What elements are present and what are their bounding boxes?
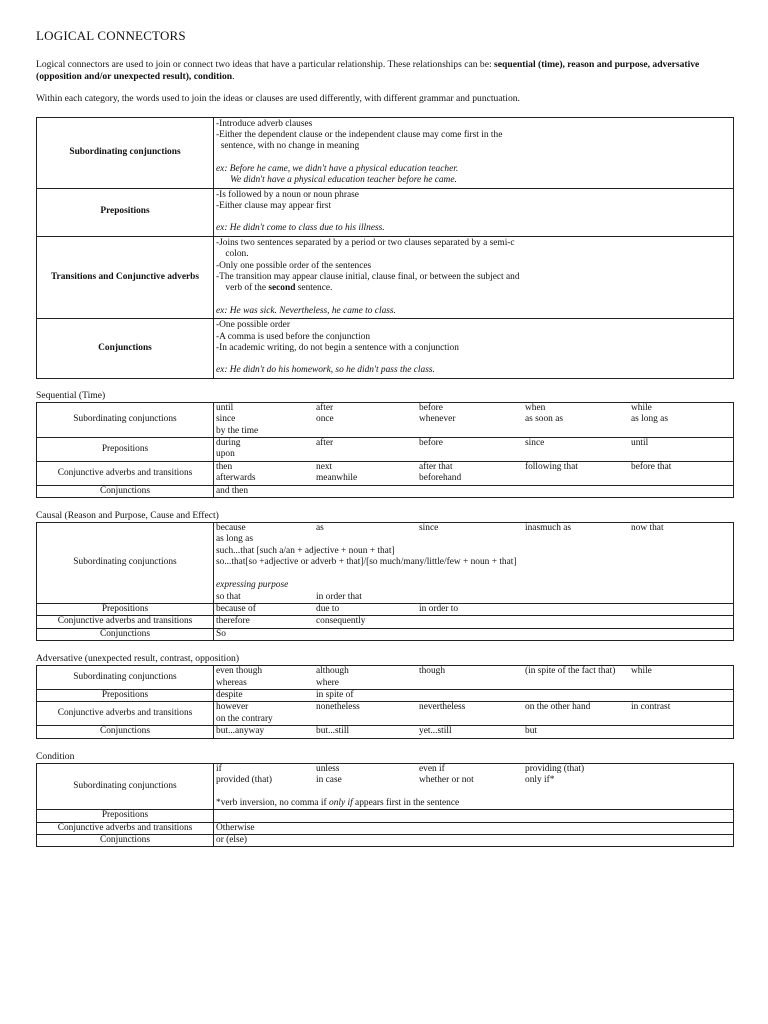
connector-word: expressing purpose	[216, 580, 289, 591]
connector-type-label: Conjunctive adverbs and transitions	[37, 616, 214, 628]
connector-row	[37, 438, 734, 462]
connector-type-label: Subordinating conjunctions	[37, 523, 214, 604]
connector-word: though	[419, 666, 446, 677]
connector-type-label: Conjunctions	[37, 835, 214, 847]
connector-words	[214, 523, 734, 604]
connector-word: so that	[216, 591, 241, 602]
connector-word: yet...still	[419, 726, 452, 737]
example-sentence: ex: He was sick. Nevertheless, he came to class.	[216, 305, 396, 316]
word-line	[216, 546, 731, 557]
overview-row	[37, 319, 734, 379]
connector-word: during	[216, 438, 241, 449]
connector-word: by the time	[216, 425, 259, 436]
description-line: -The transition may appear clause initial, clause final, or between the subject and	[216, 271, 520, 282]
description-line: -In academic writing, do not begin a sentence with a conjunction	[216, 343, 459, 353]
description-line: -A comma is used before the conjunction	[216, 331, 371, 342]
connector-word: but...anyway	[216, 726, 265, 737]
connector-row	[37, 822, 734, 834]
description-line: -One possible order	[216, 320, 290, 331]
connector-word: before	[419, 438, 443, 449]
connector-words	[214, 461, 734, 485]
emphasis-word: second	[268, 283, 296, 294]
connector-word: even if	[419, 763, 445, 774]
connector-words	[214, 603, 734, 615]
footnote-text: *verb inversion, no comma if	[216, 797, 329, 808]
spacer	[216, 354, 731, 365]
section-heading: Sequential (Time)	[36, 389, 106, 401]
connector-word: because of	[216, 603, 256, 614]
connector-word	[216, 810, 218, 821]
connector-word: in order that	[316, 591, 362, 602]
connector-row	[37, 835, 734, 847]
section-heading: Causal (Reason and Purpose, Cause and Effect)	[36, 510, 219, 522]
connector-type-label: Subordinating conjunctions	[37, 763, 214, 810]
connector-table	[36, 402, 734, 498]
connector-word: then	[216, 461, 233, 472]
connector-type-label: Prepositions	[37, 438, 214, 462]
example-sentence: We didn't have a physical education teacher before he came.	[216, 175, 457, 186]
section-heading: Condition	[36, 750, 75, 762]
connector-word: however	[216, 702, 249, 713]
connector-word: in contrast	[631, 702, 671, 713]
word-line	[216, 426, 731, 437]
connector-word: even though	[216, 666, 263, 677]
word-line	[216, 629, 731, 640]
word-line	[216, 835, 731, 846]
category-label: Transitions and Conjunctive adverbs	[37, 236, 214, 318]
connector-row	[37, 763, 734, 810]
word-line	[216, 604, 731, 615]
connector-word: nevertheless	[419, 702, 466, 713]
connector-word: while	[631, 666, 652, 677]
connector-type-label: Prepositions	[37, 810, 214, 822]
connector-words	[214, 726, 734, 738]
connector-type-label: Conjunctions	[37, 726, 214, 738]
connector-word: since	[216, 414, 236, 425]
connector-row	[37, 666, 734, 690]
connector-table	[36, 665, 734, 738]
connector-word: once	[316, 414, 334, 425]
word-line	[216, 523, 731, 534]
connector-row	[37, 702, 734, 726]
connector-words	[214, 438, 734, 462]
connector-word: only if*	[525, 774, 555, 785]
word-line	[216, 449, 731, 460]
connector-word: such...that [such a/an + adjective + noun + that]	[216, 545, 395, 556]
connector-word: (in spite of the fact that)	[525, 666, 616, 677]
connector-word: consequently	[316, 616, 366, 627]
word-line	[216, 678, 731, 689]
connector-row	[37, 402, 734, 437]
connector-type-label: Conjunctions	[37, 628, 214, 640]
connector-word: after that	[419, 461, 453, 472]
intro-text: Logical connectors are used to join or connect two ideas that have a particular relationship. These relationships can be:	[36, 59, 495, 70]
category-description	[214, 319, 734, 379]
intro-paragraph-2: Within each category, the words used to join the ideas or clauses are used differently, with different grammar and punctuation.	[36, 93, 520, 104]
category-label: Prepositions	[37, 188, 214, 236]
word-line	[216, 462, 731, 473]
footnote-text-end: appears first in the sentence	[352, 797, 460, 808]
connector-word: until	[216, 402, 234, 413]
connector-word: as soon as	[525, 414, 564, 425]
footnote-emphasis: only if	[329, 797, 353, 808]
connector-word: as long as	[631, 414, 668, 425]
connector-word: now that	[631, 523, 664, 534]
connector-word: whereas	[216, 677, 247, 688]
word-line	[216, 823, 731, 834]
connector-word: where	[316, 677, 339, 688]
connector-words	[214, 689, 734, 701]
connector-word: following that	[525, 461, 578, 472]
connector-word: whenever	[419, 414, 456, 425]
word-line	[216, 775, 731, 786]
intro-bold-categories: sequential (time), reason and purpose, adversative (opposition and/or unexpected result), condition	[36, 59, 700, 82]
connector-word: after	[316, 402, 334, 413]
connector-table	[36, 522, 734, 641]
word-line	[216, 592, 731, 603]
connector-type-label: Conjunctive adverbs and transitions	[37, 702, 214, 726]
connector-word: before that	[631, 461, 672, 472]
description-line-text: verb of the	[216, 283, 269, 294]
intro-period: .	[232, 70, 235, 82]
word-line	[216, 557, 731, 568]
overview-row	[37, 236, 734, 318]
description-line-end: sentence.	[295, 283, 333, 294]
connector-row	[37, 616, 734, 628]
connector-row	[37, 523, 734, 604]
connector-type-label: Subordinating conjunctions	[37, 402, 214, 437]
connector-type-label: Conjunctions	[37, 485, 214, 497]
spacer	[216, 295, 731, 306]
connector-words	[214, 616, 734, 628]
connector-word: since	[419, 523, 439, 534]
connector-word: until	[631, 438, 649, 449]
connector-word: due to	[316, 603, 340, 614]
connector-row	[37, 603, 734, 615]
connector-word: as	[316, 523, 324, 534]
word-line	[216, 726, 731, 737]
description-line: -Either the dependent clause or the independent clause may come first in the	[216, 129, 503, 140]
overview-table	[36, 117, 734, 379]
connector-words	[214, 402, 734, 437]
word-line	[216, 764, 731, 775]
connector-word: providing (that)	[525, 763, 585, 774]
connector-word: because	[216, 523, 246, 534]
spacer	[216, 153, 731, 164]
connector-word: if	[216, 763, 222, 774]
description-line: sentence, with no change in meaning	[216, 141, 360, 152]
word-line	[216, 569, 731, 580]
connector-word: but...still	[316, 726, 350, 737]
word-line	[216, 714, 731, 725]
connector-type-label: Conjunctive adverbs and transitions	[37, 461, 214, 485]
connector-word: despite	[216, 689, 243, 700]
connector-word: since	[525, 438, 545, 449]
connector-word: provided (that)	[216, 774, 272, 785]
connector-word: beforehand	[419, 473, 462, 484]
spacer	[216, 212, 731, 223]
category-label: Subordinating conjunctions	[37, 117, 214, 188]
connector-word: when	[525, 402, 546, 413]
connector-word	[216, 569, 218, 580]
word-line	[216, 702, 731, 713]
word-line	[216, 403, 731, 414]
connector-word: and then	[216, 485, 249, 496]
category-description	[214, 236, 734, 318]
connector-words	[214, 810, 734, 822]
connector-words	[214, 666, 734, 690]
connector-row	[37, 689, 734, 701]
description-line: -Introduce adverb clauses	[216, 118, 313, 129]
connector-word: while	[631, 402, 652, 413]
connector-words	[214, 822, 734, 834]
connector-word: next	[316, 461, 333, 472]
connector-type-label: Prepositions	[37, 603, 214, 615]
connector-word: on the other hand	[525, 702, 591, 713]
connector-word: as long as	[216, 534, 253, 545]
connector-words	[214, 702, 734, 726]
connector-word: unless	[316, 763, 340, 774]
connector-row	[37, 726, 734, 738]
description-line	[216, 283, 731, 294]
connector-word: on the contrary	[216, 713, 273, 724]
category-label: Conjunctions	[37, 319, 214, 379]
connector-word: so...that[so +adjective or adverb + that]/[so much/many/little/few + noun + that]	[216, 557, 517, 568]
category-sections	[36, 390, 734, 848]
connector-word: So	[216, 628, 226, 639]
connector-word: Otherwise	[216, 822, 255, 833]
connector-row	[37, 810, 734, 822]
connector-word: or (else)	[216, 835, 247, 845]
description-line: -Either clause may appear first	[216, 200, 332, 211]
word-line	[216, 666, 731, 677]
connector-table	[36, 763, 734, 848]
example-sentence: ex: Before he came, we didn't have a physical education teacher.	[216, 163, 459, 174]
example-sentence: ex: He didn't come to class due to his illness.	[216, 223, 385, 234]
category-description	[214, 117, 734, 188]
intro-paragraph	[36, 59, 734, 82]
description-line: -Is followed by a noun or noun phrase	[216, 189, 359, 200]
word-line	[216, 690, 731, 701]
word-line	[216, 473, 731, 484]
connector-words	[214, 485, 734, 497]
page-title: LOGICAL CONNECTORS	[36, 28, 186, 43]
word-line	[216, 810, 731, 821]
connector-word: although	[316, 666, 349, 677]
connector-row	[37, 461, 734, 485]
description-line: -Joins two sentences separated by a period or two clauses separated by a semi-c	[216, 237, 515, 248]
word-line	[216, 438, 731, 449]
word-line	[216, 486, 731, 497]
word-line	[216, 786, 731, 797]
category-description	[214, 188, 734, 236]
word-line	[216, 414, 731, 425]
connector-words	[214, 763, 734, 810]
connector-word: but	[525, 726, 537, 737]
overview-row	[37, 117, 734, 188]
example-sentence: ex: He didn't do his homework, so he didn't pass the class.	[216, 365, 435, 376]
section-heading: Adversative (unexpected result, contrast, opposition)	[36, 653, 240, 665]
overview-row	[37, 188, 734, 236]
connector-word: in spite of	[316, 689, 354, 700]
connector-word: afterwards	[216, 473, 256, 484]
word-line	[216, 534, 731, 545]
connector-words	[214, 835, 734, 847]
connector-row	[37, 628, 734, 640]
description-line: colon.	[216, 249, 249, 260]
word-line	[216, 580, 731, 591]
connector-type-label: Prepositions	[37, 689, 214, 701]
connector-type-label: Conjunctive adverbs and transitions	[37, 822, 214, 834]
connector-words	[214, 628, 734, 640]
connector-word	[216, 786, 218, 797]
connector-word: upon	[216, 449, 235, 460]
connector-word: nonetheless	[316, 702, 360, 713]
connector-row	[37, 485, 734, 497]
connector-word: inasmuch as	[525, 523, 572, 534]
connector-word: in order to	[419, 603, 459, 614]
word-line	[216, 616, 731, 627]
document-page	[36, 28, 734, 847]
footnote	[216, 798, 731, 809]
description-line: -Only one possible order of the sentences	[216, 260, 372, 271]
connector-word: in case	[316, 774, 342, 785]
connector-word: therefore	[216, 616, 250, 627]
connector-word: after	[316, 438, 334, 449]
connector-type-label: Subordinating conjunctions	[37, 666, 214, 690]
connector-word: before	[419, 402, 443, 413]
connector-word: meanwhile	[316, 473, 358, 484]
connector-word: whether or not	[419, 774, 474, 785]
